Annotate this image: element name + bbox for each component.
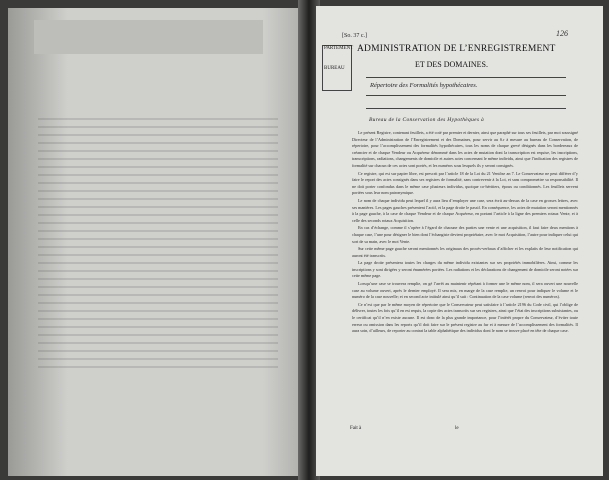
footer-date: le (455, 426, 459, 431)
document-title-line2: ET DES DOMAINES. (415, 60, 488, 69)
footer-place: Fait à (350, 426, 362, 431)
paragraph: Lorsqu’une case se trouvera remplie, on gé l’arrêt au maintenir répétant à former une le même nom, il sera ouvert une nouvelle case au volume ouvert, après le dernier employé. Il sera mis, en marge de la case remplie, un renvoi pour indiquer le volume et le numéro de la case nouvelle; et en second acte intitulé ainsi qu’il suit : Continuation de la case volume (renvoi des numéros). (352, 281, 578, 300)
margin-label-bureau: BUREAU (324, 66, 345, 71)
document-body (352, 130, 578, 336)
subtitle-rule-2 (366, 108, 566, 109)
title-rule (366, 77, 566, 78)
left-page-tab (34, 20, 284, 54)
top-stamp: [So. 37 c.] (342, 33, 367, 39)
subtitle-rule (366, 95, 566, 96)
left-page (8, 8, 308, 476)
paragraph: La page droite présentera toutes les charges du même individu existantes sur ses propriétés immobilières. Ainsi, comme les inscriptions y sont dirigées y seront énumérées portées. Les radiations et les déclarations de changement de domicile seront notées sur cette même page. (352, 260, 578, 279)
page-number-mark: 126 (556, 29, 568, 38)
margin-box (322, 45, 352, 91)
paragraph: Ce registre, qui est sur papier libre, est prescrit par l’article 18 de la Loi du 21 Ventôse an 7. Le Conservateur ne peut différer d’y faire le report des actes consignés dans ses registres de formalité, sans contrevenir à la Loi, et sans compromettre sa responsabilité. Il ne doit porter confondus dans le même case plusieurs individus, quoique co-héritiers, époux ou conditionnés. Les feuillets servent portées sous leur nom patronymique. (352, 170, 578, 196)
document-subtitle: Répertoire des Formalités hypothécaires. (370, 82, 478, 89)
paragraph: Sur cette même page gauche seront mentionnés les originaux des procès-verbaux d’afficher et les explaits de leur notification qui auront été transcrits. (352, 246, 578, 258)
document-title: ADMINISTRATION DE L’ENREGISTREMENT (357, 44, 556, 54)
paragraph: En cas d’échange, comme il s’opère à l’égard de chacune des parties une vente et une acquisition, il faut faire deux mentions à chaque case, l’une pour désigner le bien dont l’échangiste devient propriétaire, avec le mot Acquisition, l’autre pour indiquer celui qui sort de sa main, avec le mot Vente. (352, 225, 578, 244)
paragraph: Le nom de chaque individu peut lequel il y aura lieu d’employer une case, sera écrit au-dessus de la case en grosses lettres, avec ses manières. Les pages gauches présentent l’actif, et la page droite le passif. En conséquence, les actes de mutation seront mentionnés à la page gauche, à la case de chaque Vendeur et de chaque Acquéreur, en portant l’article à la ligne des premiers rotaux Vente, et à celle des seconds rotaux Acquisition. (352, 197, 578, 223)
bleed-through-text (38, 118, 278, 448)
paragraph: Le présent Registre, contenant feuillets, a été coté par premier et dernier, ainsi que paraphé sur tous ses feuillets, par moi soussigné Directeur de l’Administration de l’Enregistrement et des Domaines, pour servir au S.r à mesure au bureau de Conservation, de répertoire, pour l’accomplissement des formalités hypothécaires, tous les noms de chaque grevé désignés dans les bordereaux de créancier et de chaque Vendeur ou Acquéreur dénommé dans les actes de mutation dont la transcription est requise, les inscriptions, transcriptions, radiations, changements de domicile et autres actes concernant le même individu, ainsi que l’indication des registres de formalité sur chacun de ces actes sont portés, et les numéros sous lesquels ils y seront consignés. (352, 130, 578, 168)
bureau-heading: Bureau de la Conservation des Hypothèques à (369, 117, 485, 123)
paragraph: Ce n’est que par le même moyen de répertoire que le Conservateur peut satisfaire à l’article 2196 du Code civil, qui l’oblige de délivrer, toutes les fois qu’il en est requis, la copie des actes transcrits sur ses registres, ainsi que l’état des inscriptions subsistantes, ou le certificat qu’il n’en existe aucune. Il est donc de la plus grande importance, pour l’intérêt propre du Conservateur, d’éviter toute erreur ou omission dans les reports qu’il doit faire sur le présent registre au fur et à mesure de l’accomplissement des formalités. Il aura soin, d’ailleurs, de reporter au contrat la table alphabétique des individus dont le nom se trouve placé en tête de chaque case. (352, 301, 578, 334)
margin-label-department: PARTEMENT (324, 46, 354, 51)
